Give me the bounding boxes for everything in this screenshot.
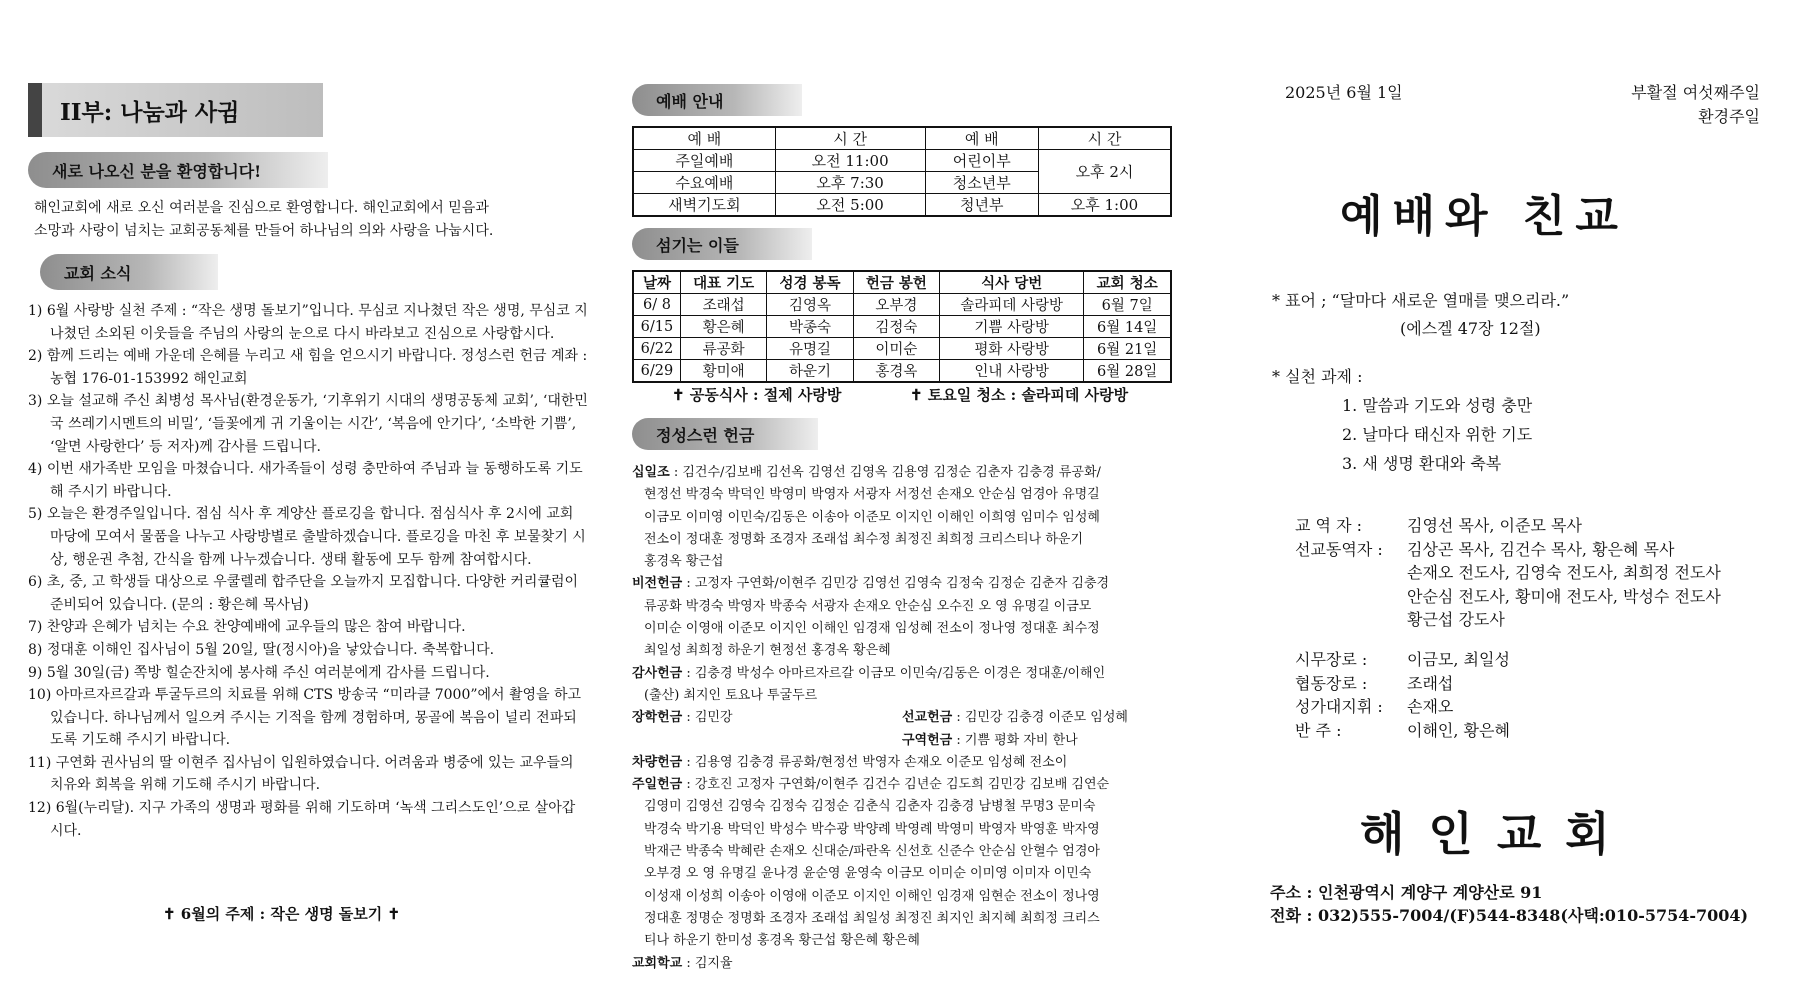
- offering-names: 이성재 이성희 이송아 이영애 이준모 이지인 이해인 임경재 임현순 전소이 정나영: [644, 888, 1100, 904]
- offering-line: [632, 863, 1177, 885]
- elder-label: 성가대지휘 :: [1295, 697, 1383, 716]
- servers-cell: 6/15: [633, 316, 680, 338]
- offering-names: 티나 하운기 한미성 홍경옥 황근섭 황은혜 황은혜: [644, 933, 920, 949]
- servers-col-header: 대표 기도: [680, 271, 766, 294]
- offering-line: [632, 663, 1177, 685]
- welcome-text: [34, 197, 594, 243]
- servers-cell: 박종숙: [767, 316, 853, 338]
- offering-line: [632, 730, 1177, 752]
- news-item: 9) 5월 30일(금) 쪽방 힐순잔치에 봉사해 주신 여러분에게 감사를 드립니다.: [28, 664, 490, 681]
- elder-row: [1295, 695, 1510, 719]
- offering-label: 차량헌금: [632, 754, 683, 770]
- servers-cell: 평화 사랑방: [940, 338, 1084, 360]
- staff-label: 교 역 자 :: [1295, 516, 1363, 535]
- table-row: [633, 316, 1171, 338]
- staff-block: [1295, 514, 1721, 632]
- staff-value: 김상곤 목사, 김건수 목사, 황은혜 목사: [1407, 539, 1675, 559]
- servers-cell: 류공화: [680, 338, 766, 360]
- offering-pair: [902, 707, 1172, 729]
- middle-column: [632, 0, 1172, 992]
- servers-body: [633, 294, 1171, 383]
- tasks-title: * 실천 과제 :: [1272, 367, 1363, 386]
- news-list: [28, 300, 588, 842]
- service-name: 수요예배: [633, 172, 775, 194]
- servers-cell: 솔라피데 사랑방: [940, 294, 1084, 316]
- service-time: 오전 5:00: [775, 194, 925, 217]
- offering-names: 이미순 이영애 이준모 이지인 이해인 임경재 임성혜 전소이 정나영 정대훈 최수정: [644, 621, 1100, 637]
- offering-label: 비전헌금: [632, 576, 683, 592]
- offering-names: : 고정자 구연화/이현주 김민강 김영선 김영숙 김정숙 김정순 김춘자 김충경: [682, 576, 1110, 592]
- elder-row: [1295, 719, 1510, 743]
- offering-names: : 강호진 고정자 구연화/이현주 김건수 김년순 김도희 김민강 김보배 김연순: [682, 777, 1110, 793]
- offering-names: : 김용영 김충경 류공화/현정선 박영자 손재오 이준모 임성혜 전소이: [682, 754, 1068, 770]
- offering-line: [632, 886, 1177, 908]
- servers-cell: 김정숙: [853, 316, 939, 338]
- offering-label: 장학헌금: [632, 710, 683, 726]
- news-item: 11) 구연화 권사님의 딸 이현주 집사님이 입원하였습니다. 어려움과 병중에 있는 교우들의 치유와 회복을 위해 기도해 주시기 바랍니다.: [28, 754, 574, 794]
- servers-table: [632, 270, 1172, 383]
- service-time: 오후 2시: [1038, 150, 1171, 194]
- offering-line: [632, 484, 1177, 506]
- offering-label: 십일조: [632, 465, 670, 480]
- welcome-line: 해인교회에 새로 오신 여러분을 진심으로 환영합니다. 해인교회에서 믿음과: [34, 200, 489, 216]
- offering-names: 홍경옥 황근섭: [644, 554, 724, 570]
- servers-cell: 인내 사랑방: [940, 360, 1084, 383]
- offering-label: 구역헌금: [902, 732, 953, 748]
- elder-value: 이해인, 황은혜: [1407, 720, 1510, 740]
- offering-label: 감사헌금: [632, 665, 683, 681]
- main-title: 예배와 친교: [1340, 191, 1628, 242]
- offering-names: : 김지율: [682, 955, 733, 971]
- servers-cell: 기쁨 사랑방: [940, 316, 1084, 338]
- news-item: 4) 이번 새가족반 모임을 마쳤습니다. 새가족들이 성령 충만하여 주님과 늘 동행하도록 기도해 주시기 바랍니다.: [28, 461, 583, 500]
- offering-names: 박재근 박종숙 박혜란 손재오 신대순/파란옥 신선호 신준수 안순심 안혈수 엄경아: [644, 844, 1100, 860]
- table-row: [633, 150, 1171, 172]
- meal-note: ✝ 공동식사 : 절제 사랑방: [672, 386, 842, 404]
- servers-cell: 6월 7일: [1084, 294, 1171, 316]
- offering-names: 류공화 박경숙 박영자 박종숙 서광자 손재오 안순심 오수진 오 영 유명길 이금모: [644, 598, 1092, 614]
- welcome-header: 새로 나오신 분을 환영합니다!: [28, 152, 328, 188]
- church-phone: 전화 : 032)555-7004/(F)544-8348(사택:010-5754-7004): [1270, 906, 1749, 925]
- offering-line: [632, 707, 1177, 729]
- offering-line: [632, 953, 1177, 975]
- bulletin-date: 2025년 6월 1일: [1285, 83, 1403, 102]
- offering-header: 정성스런 헌금: [632, 418, 818, 450]
- offering-line: [632, 462, 1177, 484]
- servers-cell: 유명길: [767, 338, 853, 360]
- table-row: [633, 294, 1171, 316]
- elder-value: 손재오: [1407, 697, 1454, 716]
- offering-names: : 김충경 박성수 아마르자르갈 이금모 이민숙/김동은 이경은 정대훈/이해인: [682, 665, 1106, 681]
- staff-row: [1295, 514, 1721, 538]
- news-item: 5) 오늘은 환경주일입니다. 점심 식사 후 계양산 플로깅을 합니다. 점심식사 후 2시에 교회 마당에 모여서 물품을 나누고 사랑방별로 출발하겠습니다. 플로깅을 마친 후 보물찾기 시상, 행운권 추첨, 간식을 함께 나누겠습니다. 생태 활동에 모두 함께 참여합시다.: [28, 506, 586, 568]
- offering-names: 오부경 오 영 유명길 윤나경 윤순영 윤영숙 이금모 이미순 이미영 이미자 이민숙: [644, 866, 1092, 882]
- service-name: 주일예배: [633, 150, 775, 172]
- news-item: 8) 정대훈 이해인 집사님이 5월 20일, 딸(정시아)을 낳았습니다. 축복합니다.: [28, 641, 495, 658]
- church-address: 주소 : 인천광역시 계양구 계양산로 91: [1270, 883, 1543, 902]
- offering-label: 주일헌금: [632, 777, 683, 793]
- liturgical-sunday: 부활절 여섯째주일: [1631, 83, 1760, 102]
- offering-line: [632, 685, 1177, 707]
- offering-pair: [632, 707, 902, 729]
- news-item: 1) 6월 사랑방 실천 주제 : “작은 생명 돌보기”입니다. 무심코 지나쳤던 작은 생명, 무심코 지나쳤던 소외된 이웃들을 주님의 사랑의 눈으로 다시 바라보고 진심으로 사랑합시다.: [28, 303, 588, 342]
- staff-label: 선교동역자 :: [1295, 539, 1383, 559]
- service-table: [632, 126, 1172, 217]
- servers-col-header: 식사 당번: [940, 271, 1084, 294]
- service-name: 청년부: [925, 194, 1038, 217]
- motto: * 표어 ; “달마다 새로운 열매를 맺으리라.”: [1272, 291, 1570, 310]
- news-item: 12) 6월(누리달). 지구 가족의 생명과 평화를 위해 기도하며 ‘녹색 그리스도인’으로 살아갑시다.: [28, 800, 576, 839]
- servers-cell: 이미순: [853, 338, 939, 360]
- service-name: 어린이부: [925, 150, 1038, 172]
- servers-cell: 김영옥: [767, 294, 853, 316]
- service-time: 오후 1:00: [1038, 194, 1171, 217]
- service-header: 예배 안내: [632, 84, 802, 116]
- service-col-header: 예 배: [633, 127, 775, 150]
- servers-col-header: 날짜: [633, 271, 680, 294]
- service-col-header: 시 간: [1038, 127, 1171, 150]
- welcome-line: 소망과 사랑이 넘치는 교회공동체를 만들어 하나님의 의와 사랑을 나눕시다.: [34, 223, 494, 239]
- offering-line: [632, 774, 1177, 796]
- offering-line: [632, 752, 1177, 774]
- offering-line: [632, 618, 1177, 640]
- servers-head-row: [633, 271, 1171, 294]
- staff-row: [1295, 608, 1721, 632]
- offering-line: [632, 930, 1177, 952]
- elder-row: [1295, 648, 1510, 672]
- offering-line: [632, 529, 1177, 551]
- offering-names: 전소이 정대훈 정명화 조경자 조래섭 최수정 최정진 최희정 크리스티나 하운기: [644, 531, 1084, 547]
- staff-row: [1295, 538, 1721, 562]
- service-name: 새벽기도회: [633, 194, 775, 217]
- servers-col-header: 성경 봉독: [767, 271, 853, 294]
- task-item: 3. 새 생명 환대와 축복: [1342, 454, 1502, 473]
- servers-cell: 6/29: [633, 360, 680, 383]
- offering-names: : 김건수/김보배 김선옥 김영선 김영옥 김용영 김정순 김춘자 김충경 류공화/: [669, 465, 1101, 480]
- news-header: 교회 소식: [40, 254, 218, 290]
- offering-names: : 기쁨 평화 자비 한나: [952, 732, 1078, 748]
- news-item: 7) 찬양과 은혜가 넘치는 수요 찬양예배에 교우들의 많은 참여 바랍니다.: [28, 619, 466, 636]
- staff-value: 김영선 목사, 이준모 목사: [1407, 516, 1582, 535]
- elder-value: 조래섭: [1407, 673, 1454, 693]
- offering-names: (출산) 최지인 토요나 투굴두르: [644, 687, 818, 703]
- table-row: [633, 338, 1171, 360]
- servers-cell: 6/ 8: [633, 294, 680, 316]
- motto-reference: (에스겔 47장 12절): [1400, 319, 1541, 338]
- servers-cell: 조래섭: [680, 294, 766, 316]
- offering-line: [632, 841, 1177, 863]
- elder-row: [1295, 672, 1510, 696]
- news-item: 6) 초, 중, 고 학생들 대상으로 우쿨렐레 합주단을 오늘까지 모집합니다. 다양한 커리큘럼이 준비되어 있습니다. (문의 : 황은혜 목사님): [28, 574, 579, 613]
- cleaning-note: ✝ 토요일 청소 : 솔라피데 사랑방: [910, 386, 1129, 404]
- service-time: 오전 11:00: [775, 150, 925, 172]
- elder-value: 이금모, 최일성: [1407, 650, 1510, 669]
- staff-row: [1295, 561, 1721, 585]
- offering-line: [632, 551, 1177, 573]
- offering-label: 교회학교: [632, 955, 683, 971]
- task-item: 2. 날마다 태신자 위한 기도: [1342, 425, 1533, 444]
- elder-label: 시무장로 :: [1295, 650, 1368, 669]
- offering-names: 최일성 최희정 하운기 현정선 홍경옥 황은혜: [644, 643, 891, 659]
- offering-label: 선교헌금: [902, 710, 953, 726]
- servers-col-header: 헌금 봉헌: [853, 271, 939, 294]
- servers-cell: 하운기: [767, 360, 853, 383]
- servers-cell: 오부경: [853, 294, 939, 316]
- elder-label: 협동장로 :: [1295, 673, 1368, 693]
- servers-cell: 6/22: [633, 338, 680, 360]
- offering-line: [632, 573, 1177, 595]
- servers-cell: 황미애: [680, 360, 766, 383]
- servers-header: 섬기는 이들: [632, 228, 812, 260]
- servers-cell: 6월 14일: [1084, 316, 1171, 338]
- offering-names: 박경숙 박기용 박덕인 박성수 박수광 박양례 박영례 박영미 박영자 박영훈 박자영: [644, 821, 1100, 837]
- news-item: 3) 오늘 설교해 주신 최병성 목사님(환경운동가, ‘기후위기 시대의 생명공동체 교회’, ‘대한민국 쓰레기시멘트의 비밀’, ‘들꽃에게 귀 기울이는 시간’, ‘복음에 안기다’, ‘소박한 기쁨’, ‘알면 사랑한다’ 등 저자)께 감사를 드립니다.: [28, 393, 588, 455]
- part-title: II부: 나눔과 사귐: [28, 83, 323, 137]
- offering-line: [632, 796, 1177, 818]
- church-name: 해인교회: [1360, 807, 1634, 861]
- service-col-header: 시 간: [775, 127, 925, 150]
- task-item: 1. 말씀과 기도와 성령 충만: [1342, 396, 1533, 415]
- servers-cell: 홍경옥: [853, 360, 939, 383]
- table-row: [633, 194, 1171, 217]
- offering-line: [632, 908, 1177, 930]
- staff-value: 안순심 전도사, 황미애 전도사, 박성수 전도사: [1407, 586, 1721, 606]
- special-sunday: 환경주일: [1698, 107, 1760, 126]
- service-name: 청소년부: [925, 172, 1038, 194]
- service-col-header: 예 배: [925, 127, 1038, 150]
- right-column: [1260, 0, 1780, 992]
- offering-names: 정대훈 정명순 정명화 조경자 조래섭 최일성 최정진 최지인 최지혜 최희정 크리스: [644, 910, 1100, 926]
- left-column: [28, 0, 588, 992]
- offering-line: [632, 819, 1177, 841]
- news-item: 2) 함께 드리는 예배 가운데 은혜를 누리고 새 힘을 얻으시기 바랍니다. 정성스런 헌금 계좌 : 농협 176-01-153992 해인교회: [28, 348, 588, 387]
- servers-cell: 6월 21일: [1084, 338, 1171, 360]
- offering-names: : 김민강 김충경 이준모 임성혜: [952, 710, 1128, 726]
- table-row: [633, 360, 1171, 383]
- offering-names: 김영미 김영선 김영숙 김정숙 김정순 김춘식 김춘자 김충경 남병철 무명3 문미숙: [644, 799, 1096, 815]
- offering-names: 현정선 박경숙 박덕인 박영미 박영자 서광자 서정선 손재오 안순심 엄경아 유명길: [644, 487, 1100, 503]
- elder-label: 반 주 :: [1295, 720, 1342, 740]
- servers-cell: 황은혜: [680, 316, 766, 338]
- staff-row: [1295, 585, 1721, 609]
- offering-line: [632, 507, 1177, 529]
- offering-line: [632, 596, 1177, 618]
- servers-cell: 6월 28일: [1084, 360, 1171, 383]
- staff-value: 손재오 전도사, 김영숙 전도사, 최희정 전도사: [1407, 563, 1721, 582]
- offering-names: 이금모 이미영 이민숙/김동은 이송아 이준모 이지인 이해인 이희영 임미수 임성혜: [644, 509, 1100, 525]
- staff-value: 황근섭 강도사: [1407, 610, 1505, 629]
- offering-list: [632, 462, 1177, 975]
- service-time: 오후 7:30: [775, 172, 925, 194]
- offering-line: [632, 640, 1177, 662]
- offering-names: : 김민강: [682, 710, 733, 726]
- elders-block: [1295, 648, 1510, 742]
- news-item: 10) 아마르자르갈과 투굴두르의 치료를 위해 CTS 방송국 “미라클 7000”에서 촬영을 하고 있습니다. 하나님께서 일으켜 주시는 기적을 함께 경험하며, 몽골에 복음이 널리 전파되도록 기도해 주시기 바랍니다.: [28, 687, 582, 749]
- servers-col-header: 교회 청소: [1084, 271, 1171, 294]
- monthly-theme: ✝ 6월의 주제 : 작은 생명 돌보기 ✝: [163, 905, 401, 923]
